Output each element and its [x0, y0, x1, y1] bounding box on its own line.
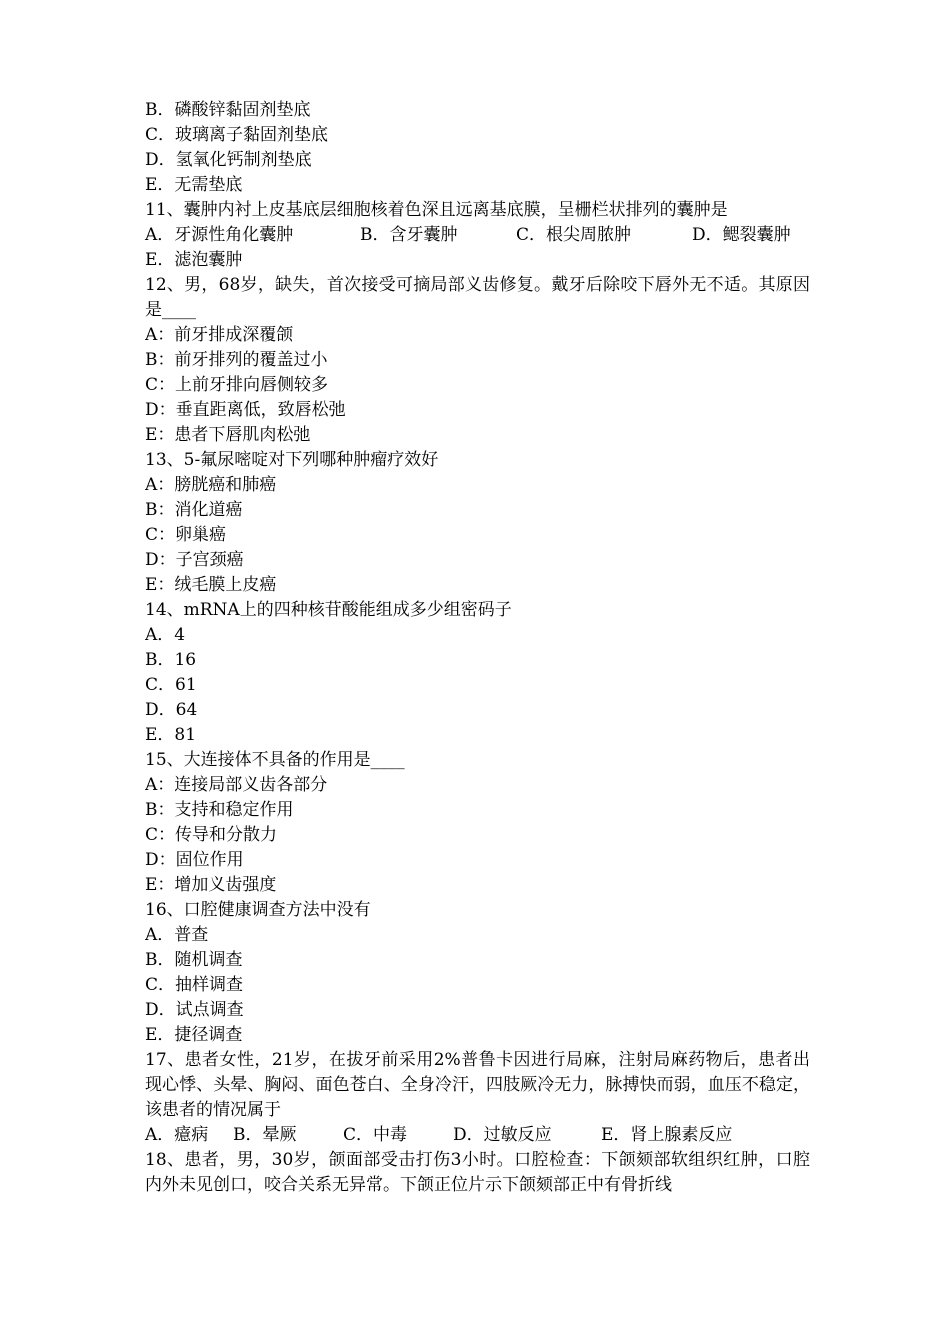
- q11-options-row: [145, 223, 810, 248]
- q12-option-e: E：患者下唇肌肉松弛: [145, 425, 311, 445]
- q16-option-e: E．捷径调查: [145, 1025, 243, 1045]
- q14-option-c: C．61: [145, 675, 197, 695]
- q10-option-c: C．玻璃离子黏固剂垫底: [145, 125, 329, 145]
- q10-option-d: D．氢氧化钙制剂垫底: [145, 150, 312, 170]
- q11-option-c: C．根尖周脓肿: [516, 225, 632, 245]
- q13-option-e: E：绒毛膜上皮癌: [145, 575, 277, 595]
- question-list: [145, 98, 810, 1198]
- q15-option-a: A：连接局部义齿各部分: [145, 775, 328, 795]
- q15-option-d: D：固位作用: [145, 850, 244, 870]
- q14-option-a: A．4: [145, 625, 186, 645]
- q17-option-d: D．过敏反应: [453, 1125, 552, 1145]
- q16-stem: 16、口腔健康调查方法中没有: [145, 900, 371, 920]
- q17-option-b: B．晕厥: [233, 1125, 297, 1145]
- q14-option-d: D．64: [145, 700, 198, 720]
- q15-option-e: E：增加义齿强度: [145, 875, 277, 895]
- q14-stem: 14、mRNA上的四种核苷酸能组成多少组密码子: [145, 600, 512, 620]
- q11-stem: 11、囊肿内衬上皮基底层细胞核着色深且远离基底膜，呈栅栏状排列的囊肿是: [145, 200, 728, 220]
- q17-option-c: C．中毒: [343, 1125, 408, 1145]
- q11-option-b: B．含牙囊肿: [360, 225, 458, 245]
- q17-options-row: [145, 1123, 810, 1148]
- q12-option-d: D：垂直距离低，致唇松弛: [145, 400, 346, 420]
- q18-stem: 18、患者，男，30岁，颌面部受击打伤3小时。口腔检查：下颌颏部软组织红肿，口腔内外未见创口，咬合关系无异常。下颌正位片示下颌颏部正中有骨折线: [145, 1150, 810, 1195]
- q12-stem: 12、男，68岁，缺失，首次接受可摘局部义齿修复。戴牙后除咬下唇外无不适。其原因是____: [145, 275, 810, 320]
- q13-option-d: D：子宫颈癌: [145, 550, 244, 570]
- q14-option-b: B．16: [145, 650, 197, 670]
- q13-option-c: C：卵巢癌: [145, 525, 227, 545]
- q14-option-e: E．81: [145, 725, 197, 745]
- q15-option-c: C：传导和分散力: [145, 825, 278, 845]
- q17-option-e: E．肾上腺素反应: [601, 1125, 733, 1145]
- q12-option-b: B：前牙排列的覆盖过小: [145, 350, 328, 370]
- q11-option-e: E．滤泡囊肿: [145, 250, 243, 270]
- q16-option-b: B．随机调查: [145, 950, 243, 970]
- q11-option-a: A．牙源性角化囊肿: [145, 225, 294, 245]
- q16-option-d: D．试点调查: [145, 1000, 244, 1020]
- q15-option-b: B：支持和稳定作用: [145, 800, 294, 820]
- q13-option-a: A：膀胱癌和肺癌: [145, 475, 277, 495]
- q12-option-c: C：上前牙排向唇侧较多: [145, 375, 329, 395]
- q15-stem: 15、大连接体不具备的作用是____: [145, 750, 405, 770]
- q12-option-a: A：前牙排成深覆颌: [145, 325, 294, 345]
- q16-option-a: A．普查: [145, 925, 209, 945]
- q16-option-c: C．抽样调查: [145, 975, 244, 995]
- q13-stem: 13、5-氟尿嘧啶对下列哪种肿瘤疗效好: [145, 450, 439, 470]
- q17-stem: 17、患者女性，21岁，在拔牙前采用2%普鲁卡因进行局麻，注射局麻药物后，患者出现心悸、头晕、胸闷、面色苍白、全身冷汗，四肢厥冷无力，脉搏快而弱，血压不稳定，该患者的情况属于: [145, 1050, 810, 1120]
- q17-option-a: A．癔病: [145, 1125, 209, 1145]
- q10-option-b: B．磷酸锌黏固剂垫底: [145, 100, 311, 120]
- q13-option-b: B：消化道癌: [145, 500, 243, 520]
- q10-option-e: E．无需垫底: [145, 175, 243, 195]
- q11-option-d: D．鳃裂囊肿: [692, 225, 791, 245]
